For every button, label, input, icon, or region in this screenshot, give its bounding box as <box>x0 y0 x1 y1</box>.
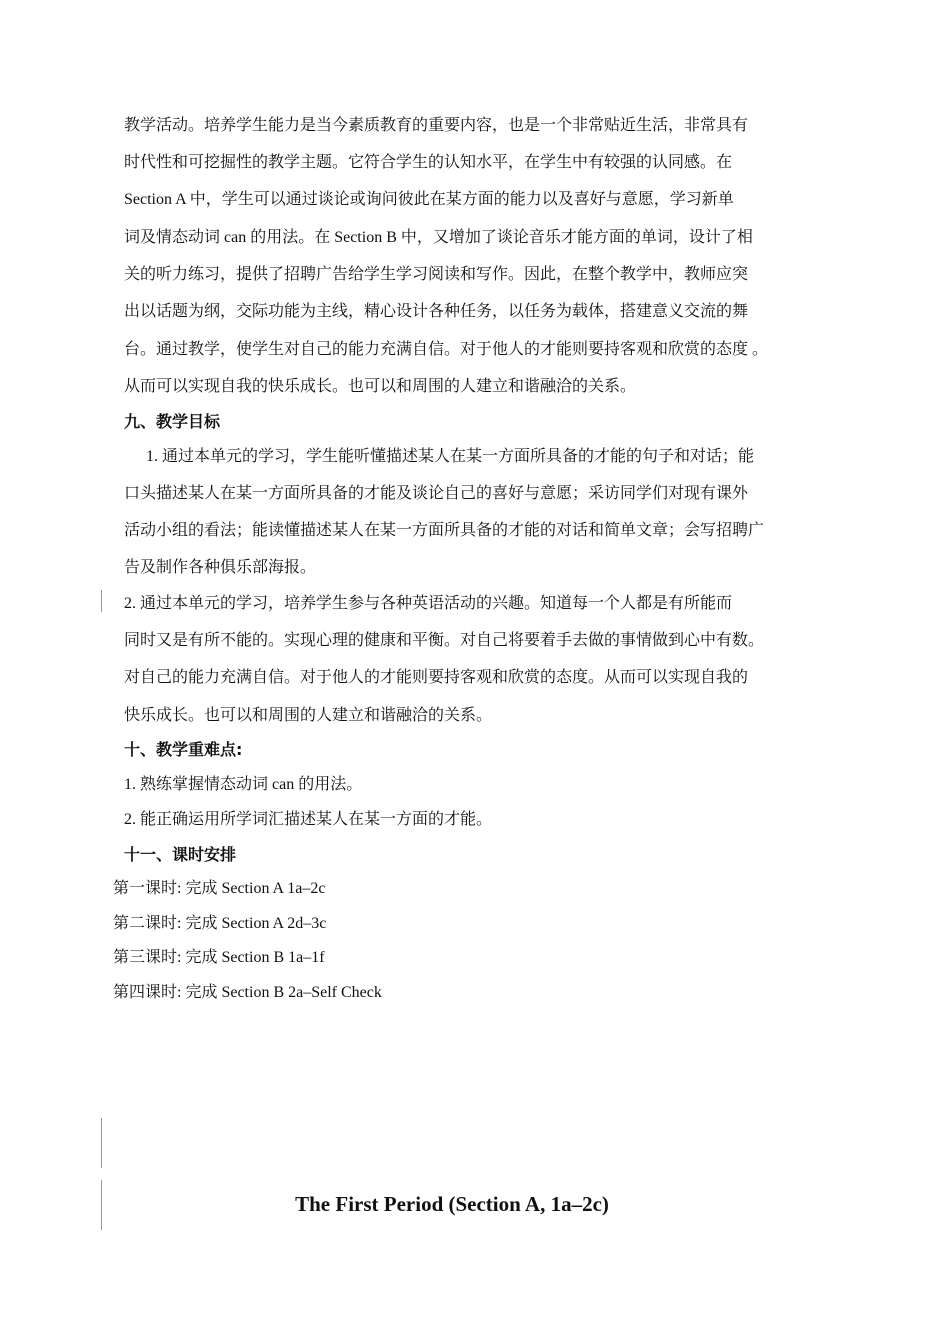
section-heading-key-points: 十、教学重难点: <box>124 740 243 759</box>
intro-line-2: 时代性和可挖掘性的教学主题。它符合学生的认知水平，在学生中有较强的认同感。在 <box>124 154 733 171</box>
margin-bar-upper <box>101 1118 102 1168</box>
objective-1-line-3: 活动小组的看法；能读懂描述某人在某一方面所具备的才能的对话和简单文章；会写招聘广 <box>124 522 765 539</box>
revision-bar <box>101 590 102 612</box>
schedule-item-4: 第四课时: 完成 Section B 2a–Self Check <box>113 984 382 1001</box>
schedule-item-2: 第二课时: 完成 Section A 2d–3c <box>113 915 327 932</box>
period-title: The First Period (Section A, 1a–2c) <box>295 1192 609 1216</box>
key-point-1: 1. 熟练掌握情态动词 can 的用法。 <box>124 776 363 793</box>
objective-2-line-2: 同时又是有所不能的。实现心理的健康和平衡。对自己将要着手去做的事情做到心中有数。 <box>124 632 765 649</box>
objective-1-line-4: 告及制作各种俱乐部海报。 <box>124 559 317 576</box>
schedule-item-3: 第三课时: 完成 Section B 1a–1f <box>113 949 325 966</box>
intro-line-3: Section A 中，学生可以通过谈论或询问彼此在某方面的能力以及喜好与意愿，学习新单 <box>124 191 734 208</box>
objective-2-line-3: 对自己的能力充满自信。对于他人的才能则要持客观和欣赏的态度。从而可以实现自我的 <box>124 669 749 686</box>
objective-1-line-2: 口头描述某人在某一方面所具备的才能及谈论自己的喜好与意愿；采访同学们对现有课外 <box>124 485 749 502</box>
intro-line-6: 出以话题为纲，交际功能为主线，精心设计各种任务，以任务为载体，搭建意义交流的舞 <box>124 303 749 320</box>
intro-line-1: 教学活动。培养学生能力是当今素质教育的重要内容，也是一个非常贴近生活，非常具有 <box>124 117 749 134</box>
schedule-item-1: 第一课时: 完成 Section A 1a–2c <box>113 880 326 897</box>
objective-1-line-1: 1. 通过本单元的学习，学生能听懂描述某人在某一方面所具备的才能的句子和对话；能 <box>146 448 755 465</box>
section-heading-schedule: 十一、课时安排 <box>124 845 237 864</box>
objective-2-line-4: 快乐成长。也可以和周围的人建立和谐融洽的关系。 <box>124 707 493 724</box>
intro-line-7: 台。通过教学，使学生对自己的能力充满自信。对于他人的才能则要持客观和欣赏的态度 。 <box>124 341 769 358</box>
objective-2-line-1: 2. 通过本单元的学习，培养学生参与各种英语活动的兴趣。知道每一个人都是有所能而 <box>124 595 733 612</box>
intro-line-4: 词及情态动词 can 的用法。在 Section B 中，又增加了谈论音乐才能方面的单词，设计了相 <box>124 229 753 246</box>
intro-line-8: 从而可以实现自我的快乐成长。也可以和周围的人建立和谐融洽的关系。 <box>124 378 637 395</box>
intro-line-5: 关的听力练习，提供了招聘广告给学生学习阅读和写作。因此，在整个教学中，教师应突 <box>124 266 749 283</box>
section-heading-objectives: 九、教学目标 <box>124 412 221 431</box>
key-point-2: 2. 能正确运用所学词汇描述某人在某一方面的才能。 <box>124 811 493 828</box>
